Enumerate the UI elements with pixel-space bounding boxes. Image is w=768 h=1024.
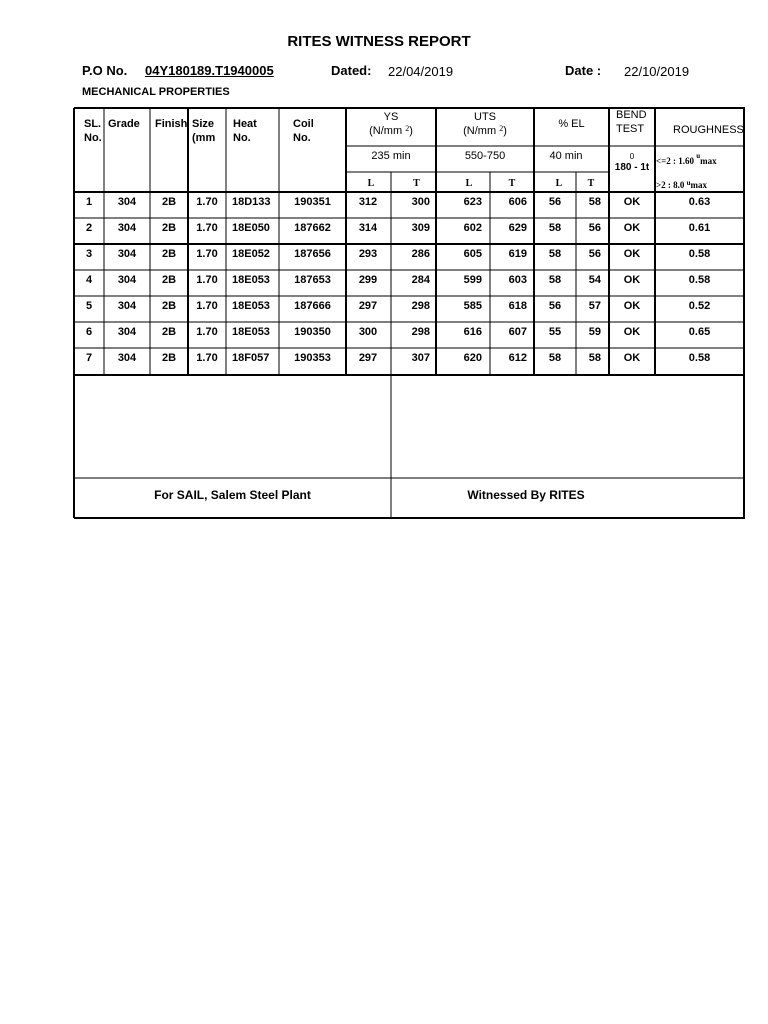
cell-ys-t: 284: [411, 274, 430, 286]
header-finish: Finish: [155, 118, 188, 130]
cell-uts-t: 618: [508, 300, 527, 312]
cell-uts-l: 623: [463, 196, 482, 208]
cell-ys-l: 300: [358, 326, 378, 338]
cell-finish: 2B: [161, 300, 177, 312]
cell-coil: 190353: [294, 352, 331, 364]
cell-el-l: 58: [548, 274, 562, 286]
bend-spec: 180 - 1t: [614, 162, 650, 173]
cell-uts-l: 620: [463, 352, 482, 364]
cell-uts-t: 612: [508, 352, 527, 364]
header-ys: YS (N/mm $^2$): [369, 111, 413, 137]
cell-sl: 2: [85, 222, 93, 234]
cell-ys-t: 307: [411, 352, 430, 364]
cell-rough: 0.52: [688, 300, 711, 312]
cell-sl: 1: [85, 196, 93, 208]
header-heat: Heat No.: [233, 118, 257, 144]
cell-el-l: 58: [548, 352, 562, 364]
el-l-label: L: [555, 178, 563, 189]
cell-heat: 18D133: [232, 196, 271, 208]
dated-value: 22/04/2019: [388, 64, 454, 79]
ys-l-label: L: [367, 178, 375, 189]
header-coil: Coil No.: [293, 118, 314, 144]
cell-grade: 304: [117, 352, 137, 364]
cell-grade: 304: [117, 196, 137, 208]
cell-finish: 2B: [161, 222, 177, 234]
cell-el-t: 57: [588, 300, 601, 312]
cell-size: 1.70: [196, 300, 218, 312]
cell-sl: 7: [85, 352, 93, 364]
cell-ys-l: 312: [358, 196, 378, 208]
cell-bend: OK: [623, 300, 641, 312]
header-grade: Grade: [108, 118, 140, 130]
header-el: % EL: [558, 118, 585, 130]
cell-heat: 18E053: [232, 274, 270, 286]
date-label: Date :: [565, 63, 602, 78]
cell-el-l: 56: [548, 300, 562, 312]
cell-bend: OK: [623, 326, 641, 338]
cell-uts-t: 606: [508, 196, 527, 208]
cell-ys-l: 297: [358, 300, 378, 312]
cell-ys-l: 299: [358, 274, 378, 286]
report-title: RITES WITNESS REPORT: [287, 33, 471, 50]
cell-bend: OK: [623, 248, 641, 260]
cell-el-t: 59: [588, 326, 601, 338]
cell-el-l: 56: [548, 196, 562, 208]
cell-heat: 18E053: [232, 300, 270, 312]
cell-grade: 304: [117, 222, 137, 234]
cell-ys-t: 298: [411, 300, 430, 312]
cell-finish: 2B: [161, 274, 177, 286]
date-value: 22/10/2019: [624, 64, 690, 79]
cell-size: 1.70: [196, 326, 218, 338]
po-value: 04Y180189.T1940005: [145, 63, 274, 78]
cell-coil: 187662: [294, 222, 331, 234]
el-t-label: T: [587, 178, 595, 189]
cell-uts-l: 602: [463, 222, 482, 234]
cell-uts-l: 605: [463, 248, 482, 260]
cell-rough: 0.65: [688, 326, 711, 338]
footer-rites: Witnessed By RITES: [467, 488, 585, 502]
cell-bend: OK: [623, 196, 641, 208]
cell-ys-l: 314: [358, 222, 378, 234]
section-heading: MECHANICAL PROPERTIES: [82, 86, 230, 98]
ys-t-label: T: [413, 178, 420, 189]
cell-uts-l: 599: [463, 274, 482, 286]
cell-uts-t: 619: [508, 248, 527, 260]
cell-size: 1.70: [196, 352, 218, 364]
cell-el-t: 58: [588, 196, 601, 208]
footer-sail: For SAIL, Salem Steel Plant: [154, 488, 311, 502]
cell-el-t: 56: [588, 222, 601, 234]
cell-grade: 304: [117, 248, 137, 260]
cell-sl: 5: [85, 300, 93, 312]
roughness-spec-2: >2 : 8.0 $^u$max: [656, 179, 708, 190]
cell-rough: 0.58: [688, 352, 711, 364]
cell-heat: 18F057: [232, 352, 270, 364]
cell-uts-l: 616: [463, 326, 482, 338]
cell-heat: 18E053: [232, 326, 270, 338]
cell-heat: 18E050: [232, 222, 270, 234]
cell-size: 1.70: [196, 222, 218, 234]
cell-coil: 190351: [294, 196, 331, 208]
cell-el-l: 55: [548, 326, 562, 338]
cell-sl: 6: [85, 326, 93, 338]
cell-grade: 304: [117, 326, 137, 338]
cell-rough: 0.58: [688, 248, 711, 260]
cell-coil: 190350: [294, 326, 331, 338]
cell-size: 1.70: [196, 248, 218, 260]
uts-l-label: L: [465, 178, 473, 189]
cell-finish: 2B: [161, 326, 177, 338]
header-size: Size (mm: [192, 118, 216, 144]
header-roughness: ROUGHNESS: [673, 124, 744, 136]
roughness-spec-1: <=2 : 1.60 $^u$max: [656, 152, 717, 166]
cell-ys-t: 298: [411, 326, 430, 338]
cell-grade: 304: [117, 300, 137, 312]
cell-el-l: 58: [548, 222, 562, 234]
cell-coil: 187666: [294, 300, 331, 312]
cell-uts-t: 603: [508, 274, 527, 286]
cell-el-l: 58: [548, 248, 562, 260]
cell-size: 1.70: [196, 196, 218, 208]
cell-size: 1.70: [196, 274, 218, 286]
header-uts: UTS (N/mm $^2$): [463, 111, 507, 137]
cell-heat: 18E052: [232, 248, 270, 260]
ys-spec: 235 min: [371, 150, 411, 162]
cell-bend: OK: [623, 352, 641, 364]
cell-ys-l: 293: [358, 248, 378, 260]
cell-grade: 304: [117, 274, 137, 286]
cell-uts-t: 629: [508, 222, 527, 234]
cell-sl: 4: [85, 274, 93, 286]
cell-ys-t: 286: [411, 248, 430, 260]
dated-label: Dated:: [331, 63, 372, 78]
cell-el-t: 58: [588, 352, 601, 364]
cell-uts-l: 585: [463, 300, 482, 312]
cell-sl: 3: [85, 248, 93, 260]
cell-bend: OK: [623, 222, 641, 234]
cell-finish: 2B: [161, 196, 177, 208]
uts-spec: 550-750: [464, 150, 506, 162]
uts-t-label: T: [508, 178, 516, 189]
cell-el-t: 54: [588, 274, 601, 286]
el-spec: 40 min: [549, 150, 583, 162]
cell-ys-t: 309: [411, 222, 430, 234]
cell-bend: OK: [623, 274, 641, 286]
cell-ys-l: 297: [358, 352, 378, 364]
header-sl: SL. No.: [84, 118, 102, 144]
bend-spec-sup: 0: [629, 152, 635, 161]
cell-uts-t: 607: [508, 326, 527, 338]
cell-rough: 0.63: [688, 196, 711, 208]
cell-rough: 0.58: [688, 274, 711, 286]
header-bend: BEND TEST: [616, 109, 647, 135]
cell-coil: 187656: [294, 248, 331, 260]
po-label: P.O No.: [82, 63, 128, 78]
cell-coil: 187653: [294, 274, 331, 286]
cell-ys-t: 300: [411, 196, 430, 208]
cell-finish: 2B: [161, 248, 177, 260]
cell-rough: 0.61: [688, 222, 711, 234]
cell-finish: 2B: [161, 352, 177, 364]
cell-el-t: 56: [588, 248, 601, 260]
